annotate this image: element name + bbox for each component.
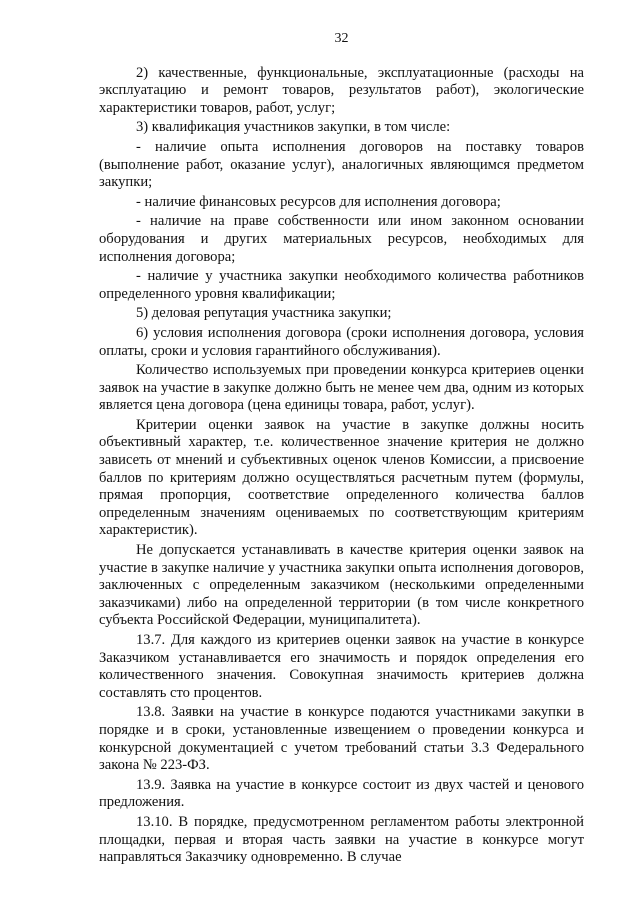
paragraph: 13.8. Заявки на участие в конкурсе подаются участниками закупки в порядке и в сроки, установленные извещением о проведении конкурса и конкурсной документацией с учетом требований статьи 3.3 Федерального закона № 223-ФЗ. — [99, 704, 584, 774]
paragraph: 5) деловая репутация участника закупки; — [136, 305, 392, 322]
paragraph: 13.7. Для каждого из критериев оценки заявок на участие в конкурсе Заказчиком устанавливается его значимость и порядок определения его количественного значения. Совокупная значимость критериев должна составлять сто процентов. — [99, 632, 584, 701]
paragraph: 13.10. В порядке, предусмотренном регламентом работы электронной площадки, первая и вторая часть заявки на участие в конкурсе могут направляться Заказчику одновременно. В случае — [99, 813, 584, 866]
paragraph: 6) условия исполнения договора (сроки исполнения договора, условия оплаты, сроки и условия гарантийного обслуживания). — [99, 324, 584, 359]
paragraph: Не допускается устанавливать в качестве критерия оценки заявок на участие в закупке наличие у участника закупки опыта исполнения договоров, заключенных с определенным заказчиком (несколькими определенными заказчиками) либо на определенной территории (в том числе конкретного субъекта Российской Федерации, муниципалитета). — [99, 542, 584, 629]
paragraph: 3) квалификация участников закупки, в том числе: — [136, 119, 451, 136]
paragraph: Критерии оценки заявок на участие в закупке должны носить объективный характер, т.е. количественное значение критерия не должно зависеть от мнений и субъективных оценок членов Комиссии, а присвоение баллов по критериям должно осуществляться расчетным путем (формулы, прямая пропорция, соответствие определенного количества баллов определенным значениям оцениваемых по соответствующим критериям характеристик). — [99, 416, 584, 539]
paragraph: - наличие на праве собственности или ином законном основании оборудования и других материальных ресурсов, необходимых для исполнения договора; — [99, 213, 584, 265]
paragraph: - наличие финансовых ресурсов для исполнения договора; — [136, 193, 501, 210]
paragraph: 2) качественные, функциональные, эксплуатационные (расходы на эксплуатацию и ремонт товаров, результатов работ), экологические характеристики товаров, работ, услуг; — [99, 64, 584, 116]
paragraph: - наличие у участника закупки необходимого количества работников определенного уровня квалификации; — [99, 268, 584, 302]
paragraph: - наличие опыта исполнения договоров на поставку товаров (выполнение работ, оказание услуг), аналогичных являющимся предметом закупки; — [99, 138, 584, 191]
paragraph: Количество используемых при проведении конкурса критериев оценки заявок на участие в закупке должно быть не менее чем два, одним из которых является цена договора (цена единицы товара, работ, услуг). — [99, 362, 584, 414]
page-number: 32 — [334, 31, 349, 46]
paragraph: 13.9. Заявка на участие в конкурсе состоит из двух частей и ценового предложения. — [99, 776, 584, 811]
